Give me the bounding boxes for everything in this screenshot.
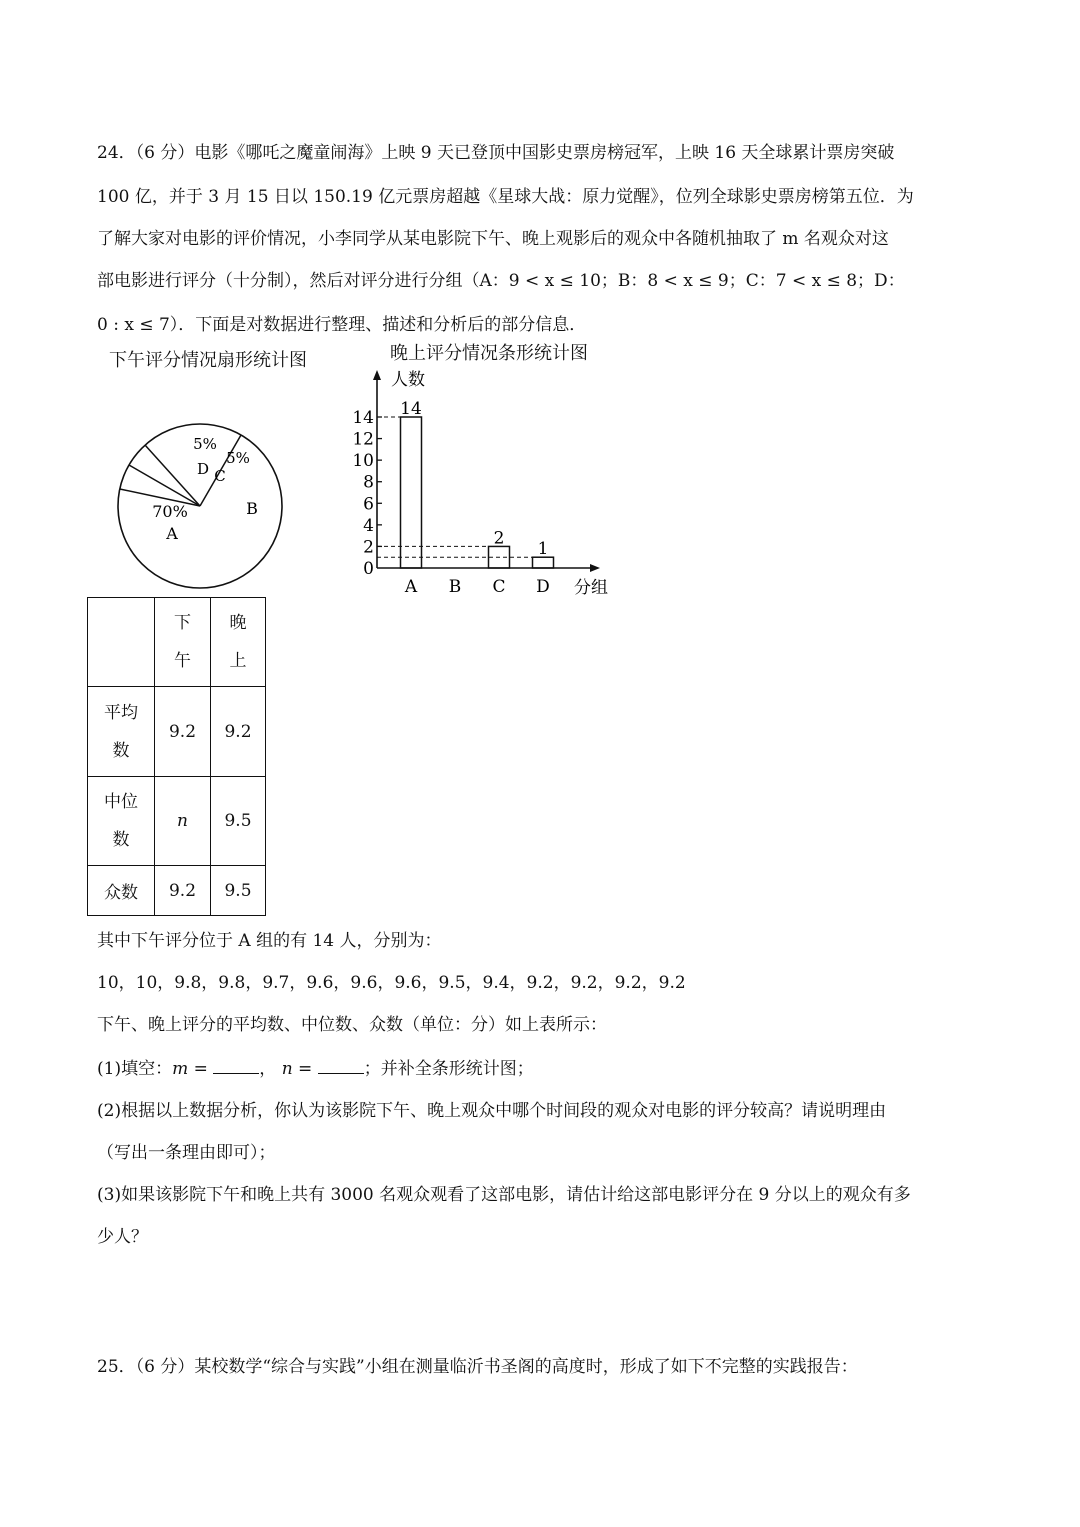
y-tick-label: 12 (352, 429, 374, 450)
bar-a (401, 417, 422, 568)
x-category-label: D (536, 577, 550, 597)
sub-question-3-line-2: 少人？ (97, 1227, 148, 1247)
a-group-scores: 10，10，9.8，9.8，9.7，9.6，9.6，9.6，9.5，9.4，9.2，9.2，9.2，9.2 (97, 973, 686, 993)
pie-slice-boundary (129, 465, 200, 506)
sub-question-1: (1)填空：m = ， n = ；并补全条形统计图； (97, 1055, 987, 1081)
blank-n[interactable] (318, 1055, 364, 1074)
variable-m: m (172, 1059, 189, 1079)
pie-slice-c-percent: 5% (226, 449, 250, 467)
y-tick-label: 0 (363, 559, 374, 579)
table-header-evening-text: 晚 上 (229, 613, 247, 671)
stats-table (87, 597, 266, 916)
y-tick-label: 6 (363, 494, 374, 515)
q25-line-1: 25．（6 分）某校数学“综合与实践”小组在测量临沂书圣阁的高度时，形成了如下不完整的实践报告： (97, 1357, 858, 1377)
blank-m[interactable] (213, 1055, 259, 1074)
x-axis-arrow (590, 564, 600, 572)
q24-line-1: 24．（6 分）电影《哪吒之魔童闹海》上映 9 天已登顶中国影史票房榜冠军，上映 16 天全球累计票房突破 (97, 143, 895, 163)
table-description: 下午、晚上评分的平均数、中位数、众数（单位：分）如上表所示： (97, 1015, 607, 1035)
bar-chart-title: 晚上评分情况条形统计图 (390, 343, 588, 364)
a-group-intro: 其中下午评分位于 A 组的有 14 人，分别为： (97, 931, 442, 951)
pie-slice-d-label: D (196, 460, 210, 478)
table-header-empty (88, 598, 155, 687)
table-header-evening (211, 598, 266, 687)
table-cell: 9.2 (211, 687, 266, 777)
table-row-label: 众数 (88, 866, 155, 916)
sub-question-3-line-1: (3)如果该影院下午和晚上共有 3000 名观众观看了这部电影，请估计给这部电影评分在 9 分以上的观众有多 (97, 1185, 911, 1205)
y-tick-label: 2 (363, 537, 374, 558)
q24-line-3: 了解大家对电影的评价情况，小李同学从某电影院下午、晚上观影后的观众中各随机抽取了 m 名观众对这 (97, 229, 889, 249)
y-tick-label: 4 (363, 515, 374, 536)
q24-line-2: 100 亿，并于 3 月 15 日以 150.19 亿元票房超越《星球大战：原力觉醒》，位列全球影史票房榜第五位．为 (97, 187, 914, 207)
pie-slice-c-label: C (214, 467, 226, 485)
y-tick-label: 10 (352, 451, 374, 472)
variable-n: n (281, 1059, 293, 1079)
x-category-label: A (404, 577, 418, 597)
bar-value-label: 14 (400, 399, 422, 419)
median-variable-n: n (177, 811, 188, 831)
table-row (88, 777, 266, 866)
table-cell: 9.5 (211, 777, 266, 866)
table-cell: 9.2 (155, 687, 211, 777)
y-tick-label: 8 (363, 472, 374, 493)
table-header-afternoon (155, 598, 211, 687)
q24-line-4: 部电影进行评分（十分制），然后对评分进行分组（A：9 < x ≤ 10；B：8 < x ≤ 9；C：7 < x ≤ 8；D： (97, 271, 905, 291)
pie-slice-b-label: B (246, 499, 258, 518)
pie-chart (110, 418, 290, 594)
table-row-label-text: 平均 数 (104, 702, 138, 761)
pie-slice-d-percent: 5% (193, 435, 217, 453)
sub-question-2-line-1: (2)根据以上数据分析，你认为该影院下午、晚上观众中哪个时间段的观众对电影的评分较高？请说明理由 (97, 1101, 887, 1121)
table-row-label (88, 777, 155, 866)
bar-chart (350, 360, 620, 600)
sub1-suffix: ；并补全条形统计图； (363, 1059, 534, 1079)
table-cell: 9.2 (155, 866, 211, 916)
table-header-row (88, 598, 266, 687)
x-category-label: B (448, 577, 462, 597)
table-row-label-text: 中位 数 (104, 792, 138, 850)
x-category-label: C (492, 577, 506, 597)
sub1-prefix: (1)填空： (97, 1059, 173, 1079)
y-axis-label: 人数 (391, 370, 425, 390)
table-row-label (88, 687, 155, 777)
bar-value-label: 1 (537, 539, 549, 560)
table-cell (155, 777, 211, 866)
x-axis-label: 分组 (574, 578, 608, 598)
pie-slice-a-percent: 70% (152, 502, 188, 521)
table-row (88, 687, 266, 777)
table-header-afternoon-text: 下 午 (174, 613, 191, 671)
q24-line-5: 0 : x ≤ 7）．下面是对数据进行整理、描述和分析后的部分信息． (97, 315, 587, 335)
bar-value-label: 2 (493, 528, 505, 549)
y-axis-arrow (373, 370, 381, 380)
table-row (88, 866, 266, 916)
pie-chart-title: 下午评分情况扇形统计图 (109, 350, 307, 371)
sub-question-2-line-2: （写出一条理由即可）； (97, 1143, 276, 1163)
pie-slice-a-label: A (166, 524, 178, 543)
y-tick-label: 14 (352, 408, 374, 428)
table-cell: 9.5 (211, 866, 266, 916)
